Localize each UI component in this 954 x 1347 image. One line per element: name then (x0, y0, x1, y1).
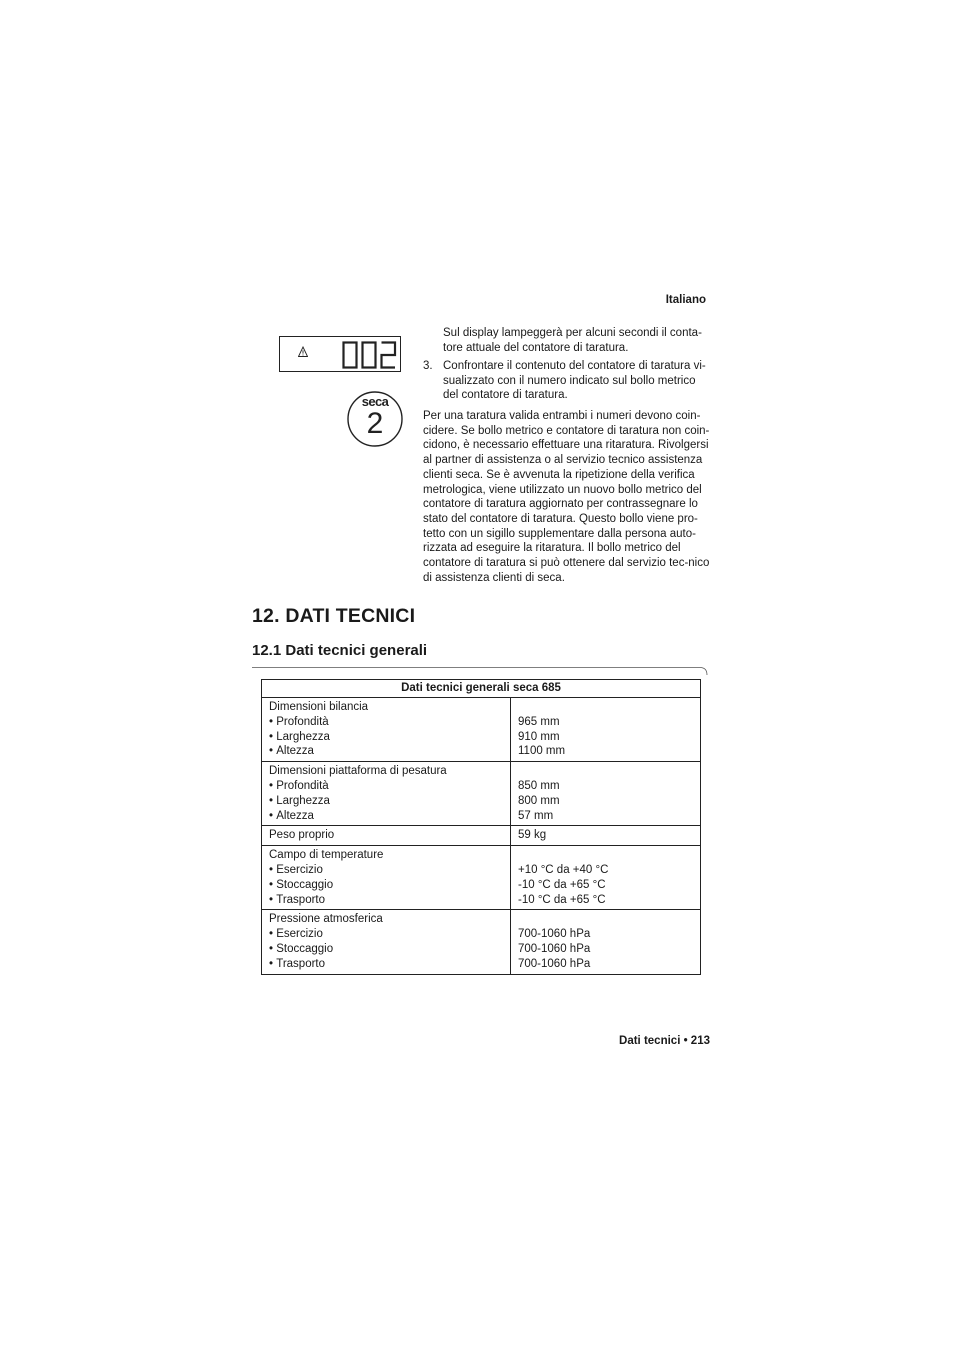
row-value: 700-1060 hPa (518, 942, 591, 955)
step-number: 3. (423, 360, 433, 372)
table-title: Dati tecnici generali seca 685 (262, 680, 701, 698)
row-value: 700-1060 hPa (518, 957, 591, 970)
row-item: • Esercizio (269, 927, 503, 942)
row-label: Peso proprio (269, 829, 335, 842)
section-rule (252, 667, 708, 679)
table-row (262, 846, 701, 910)
specs-table (261, 679, 701, 975)
row-value: +10 °C da +40 °C (518, 863, 609, 876)
row-label: Dimensioni piattaforma di pesatura (269, 765, 447, 778)
chapter-heading: 12. DATI TECNICI (252, 605, 416, 627)
row-value: 800 mm (518, 794, 560, 807)
language-label: Italiano (665, 294, 706, 306)
row-value: 850 mm (518, 779, 560, 792)
table-row (262, 698, 701, 762)
row-item: • Larghezza (269, 730, 503, 745)
warning-icon (298, 346, 308, 358)
seal-brand: seca (361, 394, 389, 409)
section-heading: 12.1 Dati tecnici generali (252, 642, 428, 659)
row-value: 910 mm (518, 730, 560, 743)
row-value: 1100 mm (518, 745, 566, 758)
row-label: Campo di temperature (269, 849, 384, 862)
row-item: • Stoccaggio (269, 878, 503, 893)
row-value: 59 kg (518, 829, 547, 842)
seal-number: 2 (366, 407, 384, 440)
row-item: • Profondità (269, 779, 503, 794)
page-footer: Dati tecnici • 213 (619, 1035, 710, 1047)
body-paragraph: Per una taratura valida entrambi i numeri devono coin-cidere. Se bollo metrico e contatore di taratura non coin-cidono, è necessario effettuare una ritaratura. Rivolgersi al partner di assistenza o al servizio tecnico assistenza clienti seca. Se è avvenuta la ripetizione della verifica metrologica, viene utilizzato un nuovo bollo metrico del contatore di taratura aggiornato per contrassegnare lo stato del contatore di taratura. Questo bollo viene pro-tetto con un sigillo supplementare dalla persona auto-rizzata ad eseguire la ritaratura. Il bollo metrico del contatore di taratura si può ottenere dal servizio tec-nico di assistenza clienti di seca. (423, 410, 710, 584)
row-value: -10 °C da +65 °C (518, 878, 606, 891)
row-label: Dimensioni bilancia (269, 701, 369, 713)
row-value: 700-1060 hPa (518, 928, 591, 941)
row-label: Pressione atmosferica (269, 913, 383, 926)
intro-text: Sul display lampeggerà per alcuni secondi il conta-tore attuale del contatore di taratura. (443, 327, 702, 354)
row-item: • Esercizio (269, 863, 503, 878)
row-item: • Profondità (269, 715, 503, 730)
seca-calibration-seal (346, 390, 404, 448)
row-item: • Trasporto (269, 957, 503, 972)
table-row (262, 910, 701, 974)
row-value: -10 °C da +65 °C (518, 893, 606, 906)
display-illustration (279, 336, 401, 372)
row-value: 965 mm (518, 715, 560, 728)
row-item: • Altezza (269, 744, 503, 759)
table-row (262, 826, 701, 846)
row-value: 57 mm (518, 809, 554, 822)
display-digits (342, 341, 398, 369)
row-item: • Larghezza (269, 794, 503, 809)
table-row (262, 762, 701, 826)
row-item: • Trasporto (269, 893, 503, 908)
row-item: • Altezza (269, 809, 503, 824)
row-item: • Stoccaggio (269, 942, 503, 957)
step-text: Confrontare il contenuto del contatore di taratura vi-sualizzato con il numero indicato sul bollo metrico del contatore di taratura. (443, 360, 706, 402)
